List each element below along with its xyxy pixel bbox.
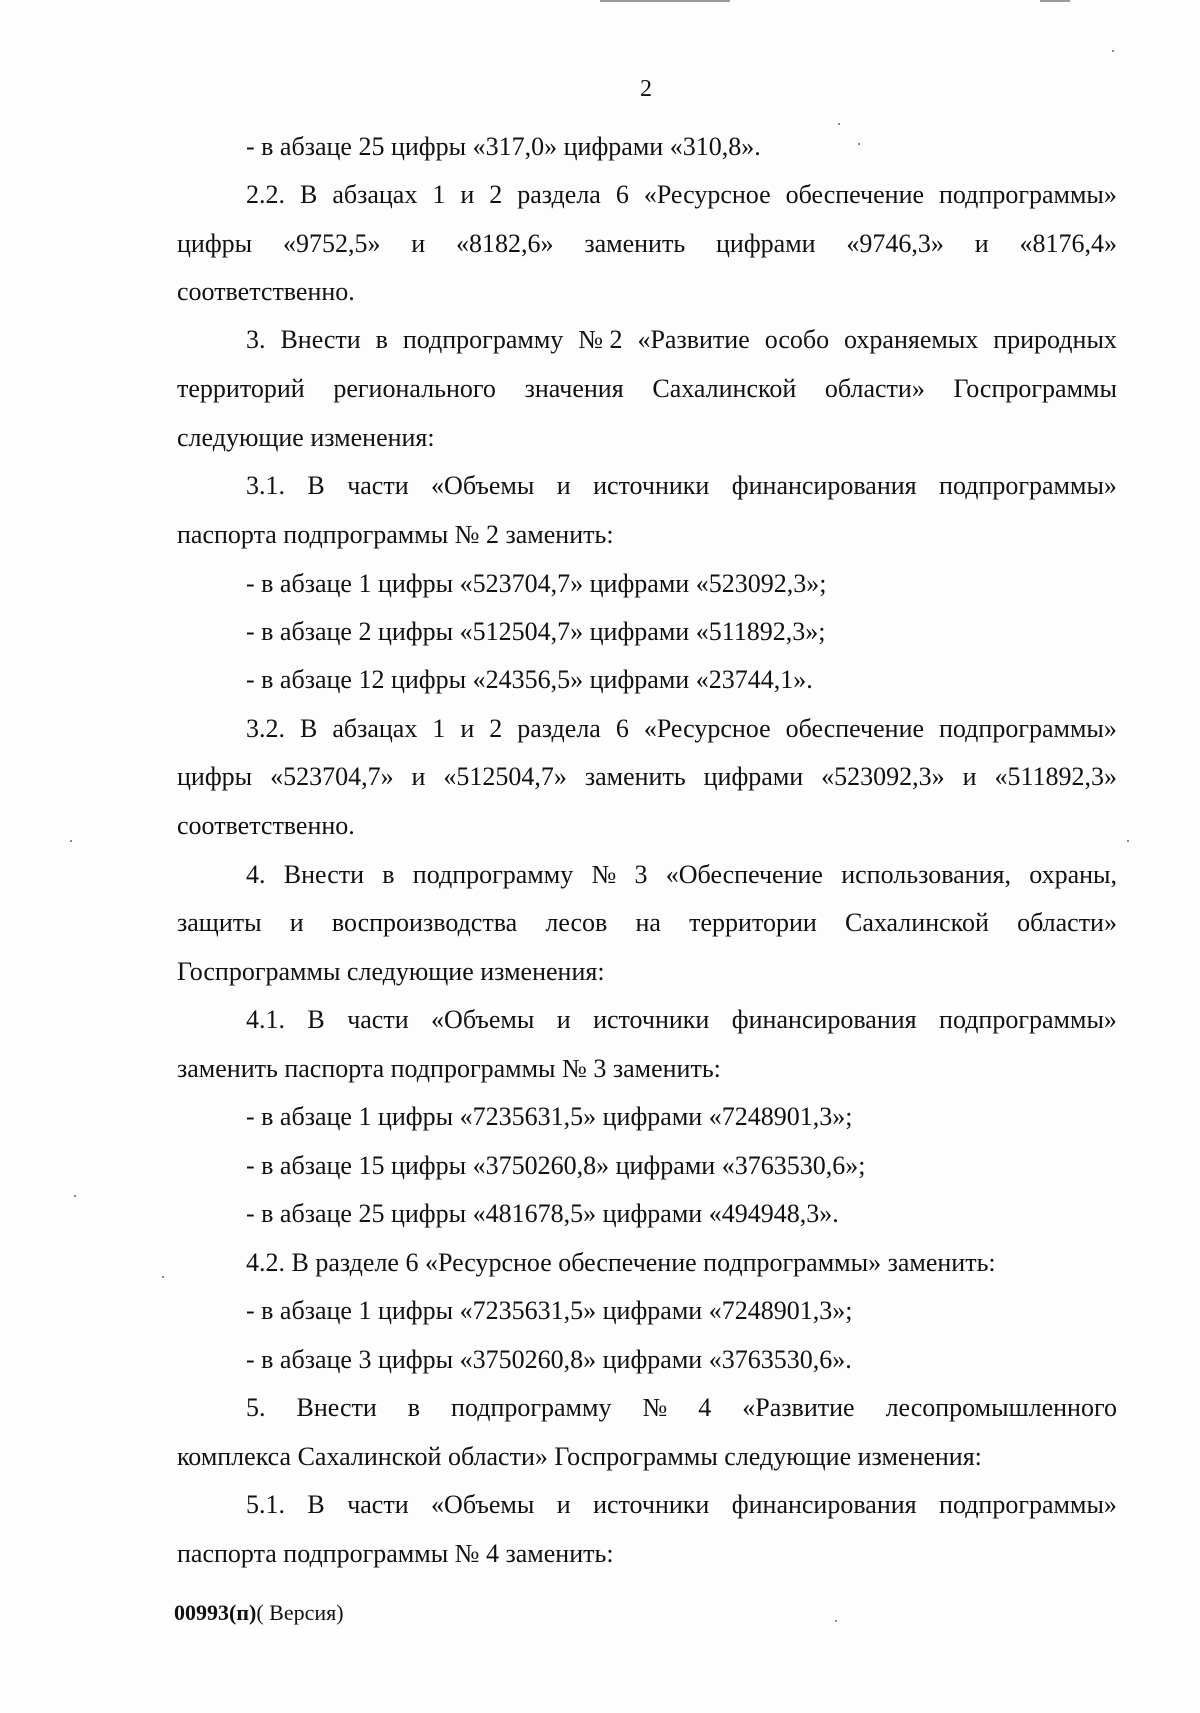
word: 4.1. bbox=[246, 1005, 285, 1034]
text-line: паспорта подпрограммы № 4 заменить: bbox=[177, 1539, 614, 1568]
text-line: Госпрограммы следующие изменения: bbox=[177, 957, 605, 986]
justified-line bbox=[177, 365, 1117, 413]
word: значения bbox=[524, 374, 624, 403]
word: абзацах bbox=[332, 180, 418, 209]
justified-line bbox=[246, 996, 1117, 1044]
word: Госпрограммы bbox=[953, 374, 1117, 403]
word: № bbox=[591, 860, 617, 889]
scan-edge-mark bbox=[1040, 0, 1070, 2]
text-line: следующие изменения: bbox=[177, 423, 435, 452]
word: в bbox=[375, 325, 388, 354]
word: 5.1. bbox=[246, 1490, 285, 1519]
text-line: соответственно. bbox=[177, 277, 355, 306]
scan-speck bbox=[858, 143, 860, 145]
justified-line bbox=[246, 462, 1117, 510]
scan-speck bbox=[838, 123, 840, 125]
scan-speck bbox=[162, 1276, 164, 1278]
word: и bbox=[556, 1005, 571, 1034]
word: абзацах bbox=[332, 714, 418, 743]
text-line: заменить паспорта подпрограммы № 3 заменить: bbox=[177, 1054, 721, 1083]
word: 5. bbox=[246, 1393, 266, 1422]
word: В bbox=[307, 1005, 325, 1034]
justified-line bbox=[246, 171, 1117, 219]
word: в bbox=[382, 860, 395, 889]
document-code bbox=[174, 1600, 344, 1626]
word: подпрограммы» bbox=[939, 180, 1117, 209]
justified-line bbox=[177, 220, 1117, 268]
justified-line bbox=[177, 753, 1117, 801]
word: 1 bbox=[432, 180, 446, 209]
scan-edge-mark bbox=[600, 0, 730, 2]
word: части bbox=[347, 1490, 409, 1519]
justified-line bbox=[246, 316, 1117, 364]
word: «Развитие bbox=[742, 1393, 855, 1422]
word: использования, bbox=[841, 860, 1011, 889]
word: заменить bbox=[584, 229, 686, 258]
word: 3 bbox=[634, 860, 648, 889]
text-line: - в абзаце 1 цифры «7235631,5» цифрами «7248901,3»; bbox=[246, 1296, 853, 1325]
word: подпрограмму bbox=[412, 860, 574, 889]
word: обеспечение bbox=[785, 180, 925, 209]
word: 6 bbox=[615, 714, 629, 743]
word: подпрограммы» bbox=[939, 1490, 1117, 1519]
word: «523092,3» bbox=[821, 762, 945, 791]
word: заменить bbox=[584, 762, 686, 791]
word: 2 bbox=[489, 180, 503, 209]
text-line: соответственно. bbox=[177, 811, 355, 840]
text-line: - в абзаце 1 цифры «523704,7» цифрами «523092,3»; bbox=[246, 569, 827, 598]
word: Сахалинской bbox=[652, 374, 797, 403]
word: 2 bbox=[489, 714, 503, 743]
word: и bbox=[962, 762, 977, 791]
word: В bbox=[307, 1490, 325, 1519]
word: «9752,5» bbox=[282, 229, 381, 258]
word: «8176,4» bbox=[1019, 229, 1117, 258]
word: № bbox=[642, 1393, 668, 1422]
text-line: - в абзаце 25 цифры «481678,5» цифрами «494948,3». bbox=[246, 1199, 839, 1228]
word: «Объемы bbox=[431, 1005, 535, 1034]
word: «511892,3» bbox=[994, 762, 1117, 791]
word: охраны, bbox=[1029, 860, 1117, 889]
word: Внести bbox=[280, 325, 361, 354]
justified-line bbox=[246, 1384, 1117, 1432]
word: финансирования bbox=[731, 1490, 917, 1519]
word: «Объемы bbox=[431, 1490, 535, 1519]
word: 3. bbox=[246, 325, 266, 354]
word: «Обеспечение bbox=[665, 860, 823, 889]
word: 4. bbox=[246, 860, 266, 889]
word: регионального bbox=[333, 374, 496, 403]
word: и bbox=[460, 714, 475, 743]
word: подпрограмму bbox=[451, 1393, 612, 1422]
scan-speck bbox=[1127, 840, 1129, 842]
word: подпрограммы» bbox=[939, 471, 1117, 500]
text-line: - в абзаце 2 цифры «512504,7» цифрами «511892,3»; bbox=[246, 617, 826, 646]
word: на bbox=[635, 908, 661, 937]
word: источники bbox=[593, 471, 710, 500]
word: подпрограммы» bbox=[939, 714, 1117, 743]
word: цифры bbox=[177, 762, 253, 791]
word: финансирования bbox=[731, 1005, 917, 1034]
word: и bbox=[460, 180, 475, 209]
word: Внести bbox=[283, 860, 365, 889]
word: раздела bbox=[517, 714, 601, 743]
word: природных bbox=[993, 325, 1117, 354]
page-number: 2 bbox=[640, 76, 652, 102]
word: «Ресурсное bbox=[643, 714, 771, 743]
text-line: паспорта подпрограммы № 2 заменить: bbox=[177, 520, 614, 549]
word: раздела bbox=[517, 180, 601, 209]
word: «512504,7» bbox=[443, 762, 567, 791]
word: «523704,7» bbox=[270, 762, 394, 791]
word: территории bbox=[689, 908, 817, 937]
word: обеспечение bbox=[785, 714, 925, 743]
word: части bbox=[347, 1005, 409, 1034]
word: 4 bbox=[698, 1393, 712, 1422]
word: В bbox=[307, 471, 325, 500]
text-line: - в абзаце 3 цифры «3750260,8» цифрами «3763530,6». bbox=[246, 1345, 852, 1374]
word: и bbox=[556, 1490, 571, 1519]
word: источники bbox=[593, 1490, 710, 1519]
word: цифрами bbox=[703, 762, 804, 791]
word: и bbox=[556, 471, 571, 500]
scan-speck bbox=[1112, 50, 1114, 52]
word: и bbox=[411, 229, 426, 258]
word: «Объемы bbox=[431, 471, 535, 500]
word: воспроизводства bbox=[331, 908, 518, 937]
text-line: - в абзаце 25 цифры «317,0» цифрами «310,8». bbox=[246, 132, 761, 161]
word: особо bbox=[764, 325, 830, 354]
justified-line bbox=[246, 705, 1117, 753]
justified-line bbox=[246, 1481, 1117, 1529]
word: цифры bbox=[177, 229, 253, 258]
word: № 2 bbox=[578, 325, 623, 354]
word: 2.2. bbox=[246, 180, 285, 209]
text-line: 4.2. В разделе 6 «Ресурсное обеспечение подпрограммы» заменить: bbox=[246, 1248, 996, 1277]
word: лесопромышленного bbox=[885, 1393, 1117, 1422]
word: и bbox=[974, 229, 989, 258]
word: территорий bbox=[177, 374, 305, 403]
word: лесов bbox=[545, 908, 608, 937]
word: «9746,3» bbox=[846, 229, 944, 258]
scan-speck bbox=[74, 1195, 76, 1197]
scan-speck bbox=[835, 1620, 837, 1622]
text-line: - в абзаце 15 цифры «3750260,8» цифрами «3763530,6»; bbox=[246, 1151, 866, 1180]
document-code-version: ( Версия) bbox=[256, 1600, 344, 1625]
word: финансирования bbox=[731, 471, 917, 500]
word: «Развитие bbox=[637, 325, 750, 354]
word: В bbox=[299, 180, 318, 209]
word: источники bbox=[593, 1005, 710, 1034]
word: подпрограмму bbox=[402, 325, 564, 354]
justified-line bbox=[246, 851, 1117, 899]
scan-speck bbox=[70, 840, 72, 842]
word: 1 bbox=[432, 714, 446, 743]
text-line: комплекса Сахалинской области» Госпрограммы следующие изменения: bbox=[177, 1442, 982, 1471]
word: области» bbox=[824, 374, 925, 403]
word: в bbox=[407, 1393, 421, 1422]
word: «8182,6» bbox=[456, 229, 554, 258]
word: Внести bbox=[296, 1393, 377, 1422]
word: части bbox=[347, 471, 409, 500]
word: цифрами bbox=[716, 229, 816, 258]
word: 6 bbox=[615, 180, 629, 209]
word: Сахалинской bbox=[845, 908, 989, 937]
word: защиты bbox=[177, 908, 262, 937]
word: и bbox=[411, 762, 426, 791]
word: «Ресурсное bbox=[643, 180, 771, 209]
word: В bbox=[299, 714, 318, 743]
document-code-number: 00993(п) bbox=[174, 1600, 257, 1625]
word: и bbox=[289, 908, 304, 937]
text-line: - в абзаце 12 цифры «24356,5» цифрами «23744,1». bbox=[246, 665, 813, 694]
word: 3.1. bbox=[246, 471, 285, 500]
word: области» bbox=[1017, 908, 1117, 937]
word: подпрограммы» bbox=[939, 1005, 1117, 1034]
word: охраняемых bbox=[844, 325, 979, 354]
justified-line bbox=[177, 899, 1117, 947]
text-line: - в абзаце 1 цифры «7235631,5» цифрами «7248901,3»; bbox=[246, 1102, 853, 1131]
word: 3.2. bbox=[246, 714, 285, 743]
